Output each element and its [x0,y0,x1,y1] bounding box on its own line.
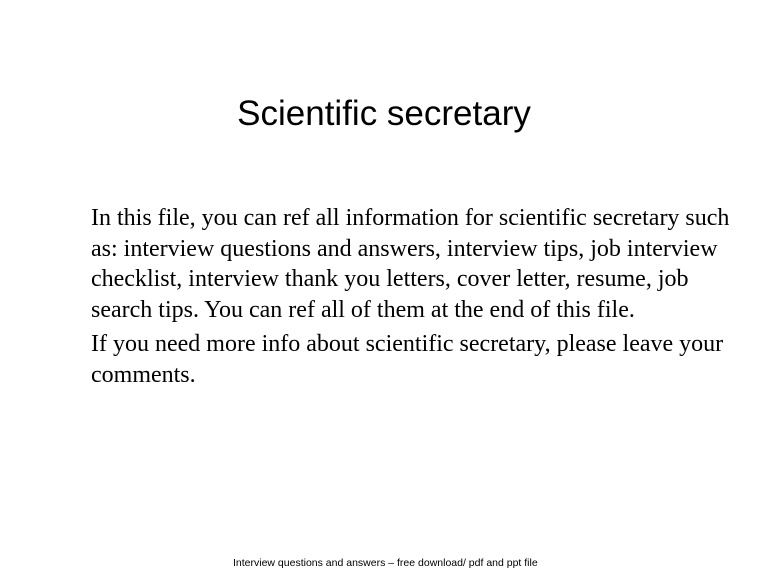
slide-title: Scientific secretary [237,94,531,133]
body-paragraph-more-info: If you need more info about scientific secretary, please leave your comments. [91,331,724,388]
slide-body [91,203,741,394]
body-paragraph-intro: In this file, you can ref all information for scientific secretary such as: interview questions and answers, interview tips, job interview checklist, interview thank you letters, cover letter, resume, job search tips. You can ref all of them at the end of this file. [91,205,730,323]
slide-footer: Interview questions and answers – free download/ pdf and ppt file [233,557,538,569]
